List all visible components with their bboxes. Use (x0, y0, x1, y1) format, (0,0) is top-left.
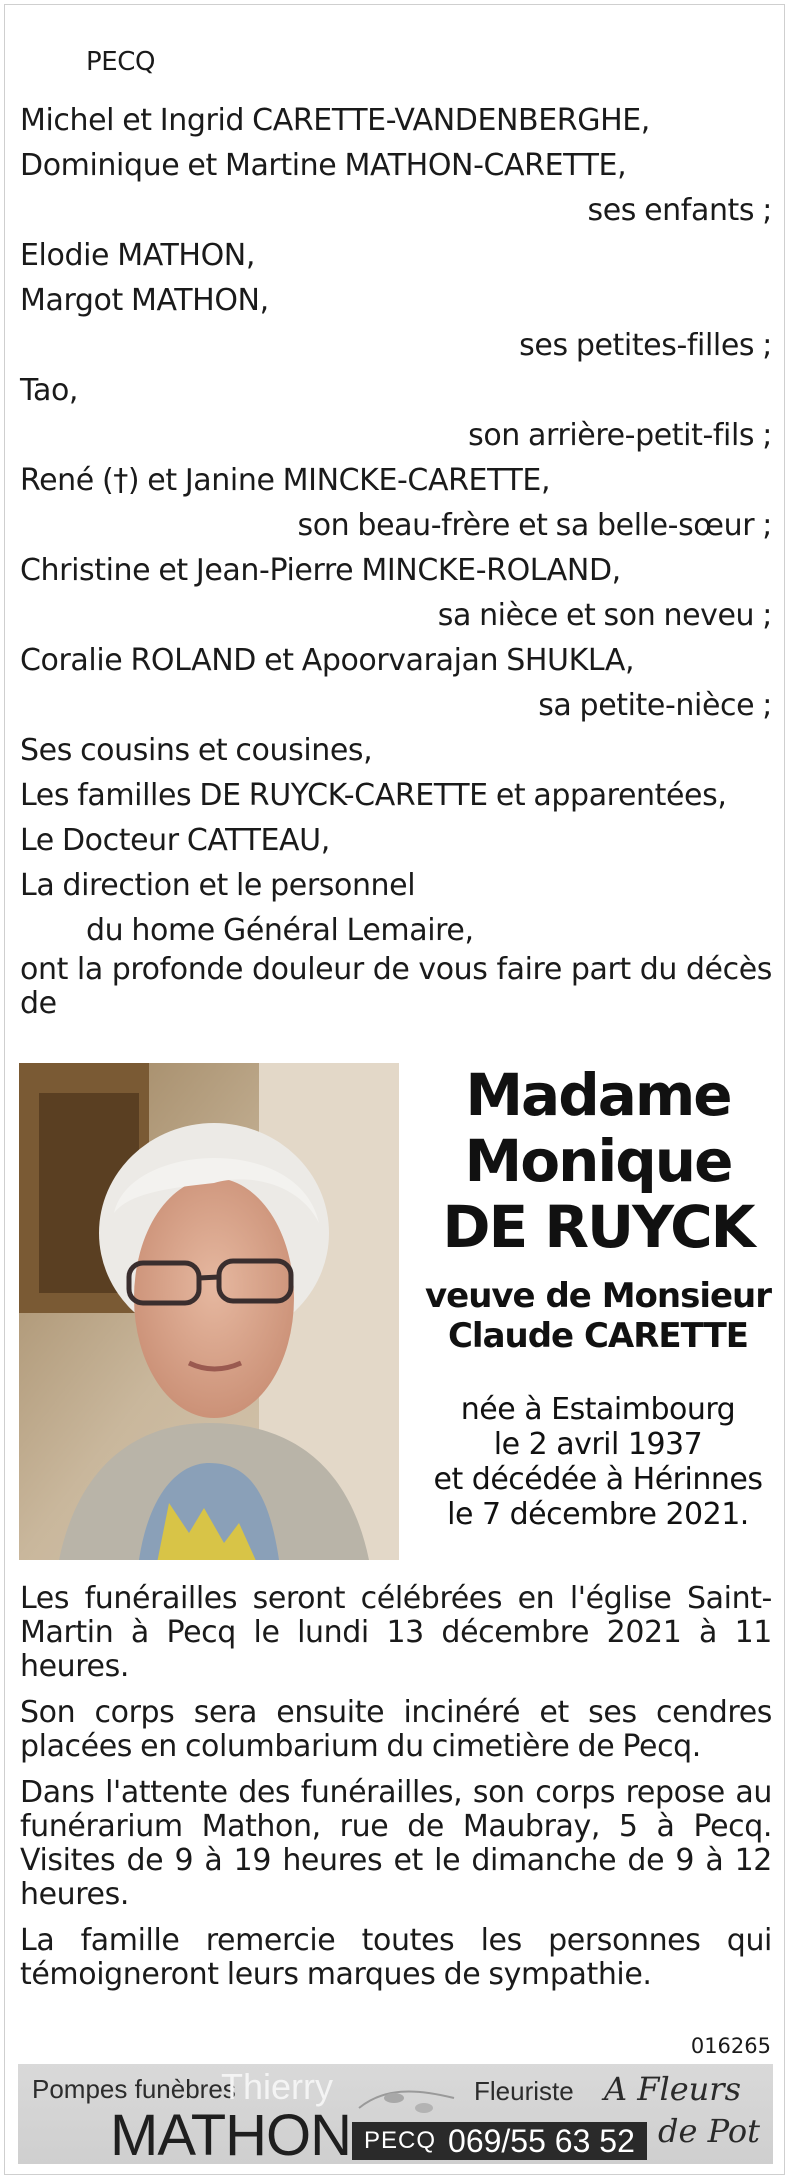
family-line: ses petites-filles ; (519, 328, 772, 363)
director-first-name: Thierry (221, 2066, 334, 2107)
death-place: et décédée à Hérinnes (433, 1462, 763, 1497)
florist-name-2: de Pot (658, 2112, 760, 2150)
family-line: Ses cousins et cousines, (20, 733, 373, 768)
florist-name: A Fleurs (604, 2070, 741, 2108)
portrait-photo (19, 1063, 399, 1560)
family-line: du home Général Lemaire, (86, 913, 474, 948)
family-line: son arrière-petit-fils ; (468, 418, 772, 453)
family-line: Elodie MATHON, (20, 238, 255, 273)
birth-place: née à Estaimbourg (460, 1392, 736, 1427)
funeral-paragraph: La famille remercie toutes les personnes qui témoigneront leurs marques de sympathie. (20, 1923, 772, 1992)
announcement-text: ont la profonde douleur de vous faire part du décès de (20, 952, 772, 1021)
funeral-details (20, 1582, 772, 2004)
family-line: Margot MATHON, (20, 283, 269, 318)
funeral-service-label: Pompes funèbres (32, 2074, 236, 2104)
town-heading (20, 38, 772, 85)
family-line: La direction et le personnel (20, 868, 416, 903)
birth-date: le 2 avril 1937 (493, 1427, 703, 1462)
family-line: Tao, (20, 373, 79, 408)
family-line: Dominique et Martine MATHON-CARETTE, (20, 148, 627, 183)
reference-number: 016265 (690, 2034, 771, 2058)
phone-number[interactable]: 069/55 63 52 (448, 2122, 635, 2159)
florist-label: Fleuriste (474, 2076, 574, 2106)
phone-town: PECQ (364, 2127, 437, 2154)
family-list (20, 98, 772, 1021)
family-line: sa nièce et son neveu ; (437, 598, 772, 633)
leaf-icon (354, 2078, 464, 2128)
town-name: PECQ (86, 47, 156, 77)
death-date: le 7 décembre 2021. (447, 1497, 749, 1532)
funeral-paragraph: Les funérailles seront célébrées en l'église Saint-Martin à Pecq le lundi 13 décembre 2021 à 11 heures. (20, 1581, 772, 1684)
family-line: Coralie ROLAND et Apoorvarajan SHUKLA, (20, 643, 635, 678)
widow-line-2: Claude CARETTE (447, 1316, 749, 1356)
deceased-first-name: Monique (464, 1127, 732, 1195)
deceased-last-name: DE RUYCK (442, 1193, 754, 1261)
family-line: René (†) et Janine MINCKE-CARETTE, (20, 463, 551, 498)
family-line: Christine et Jean-Pierre MINCKE-ROLAND, (20, 553, 621, 588)
deceased-title: Madame (465, 1061, 731, 1129)
family-line: Le Docteur CATTEAU, (20, 823, 330, 858)
family-line: sa petite-nièce ; (538, 688, 772, 723)
sponsor-footer (18, 2064, 773, 2164)
funeral-paragraph: Son corps sera ensuite incinéré et ses cendres placées en columbarium du cimetière de Pecq. (20, 1695, 772, 1764)
deceased-block (412, 1062, 784, 1532)
family-line: Les familles DE RUYCK-CARETTE et apparentées, (20, 778, 727, 813)
widow-line-1: veuve de Monsieur (424, 1276, 772, 1316)
phone-box (352, 2122, 647, 2160)
family-line: son beau-frère et sa belle-sœur ; (297, 508, 772, 543)
funeral-paragraph: Dans l'attente des funérailles, son corps repose au funérarium Mathon, rue de Maubray, 5 à Pecq. Visites de 9 à 19 heures et le dimanche de 9 à 12 heures. (20, 1775, 772, 1912)
director-last-name: MATHON (110, 2103, 352, 2164)
family-line: Michel et Ingrid CARETTE-VANDENBERGHE, (20, 103, 650, 138)
family-line: ses enfants ; (587, 193, 772, 228)
